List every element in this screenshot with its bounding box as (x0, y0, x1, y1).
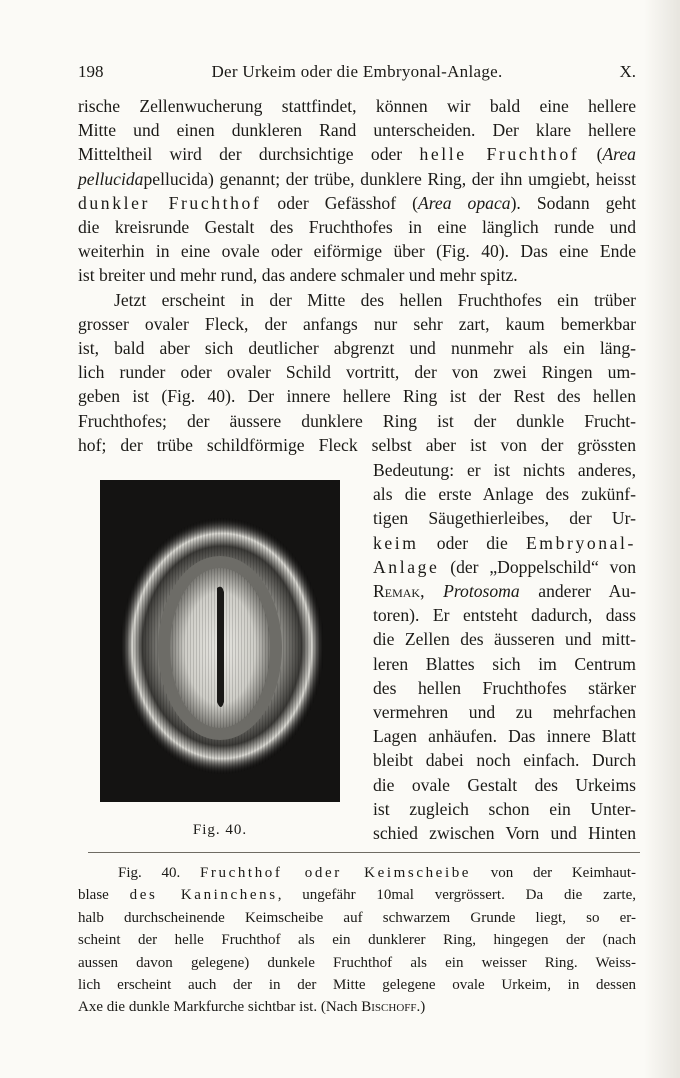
latin-term: Area (602, 144, 636, 165)
page-edge-shadow (644, 0, 680, 1078)
author-name: Remak (373, 581, 421, 602)
figure-caption (78, 862, 636, 1019)
text-line: toren). Er entsteht dadurch, dass (373, 605, 636, 626)
embryo-engraving (100, 480, 340, 802)
caption-divider (88, 852, 640, 853)
paragraph-2 (78, 288, 636, 457)
text-line: grosser ovaler Fleck, der anfangs nur sehr zart, kaum bemerkbar (78, 313, 636, 334)
text-line: rische Zellenwucherung stattfindet, können wir bald eine hellere (78, 96, 636, 116)
caption-line: lich erscheint auch der in der Mitte gelegene ovale Urkeim, in dessen (78, 977, 636, 994)
text-line: geben ist (Fig. 40). Der innere hellere Ring ist der Rest des hellen (78, 386, 636, 407)
text-line: Jetzt erscheint in der Mitte des hellen Fruchthofes ein trüber (114, 289, 636, 310)
text-line: Lagen anhäufen. Das innere Blatt (373, 726, 636, 747)
running-header (78, 62, 636, 84)
spaced-term: keim (373, 532, 419, 553)
spaced-term: dunkler Fruchthof (78, 192, 262, 213)
chapter-number: X. (619, 62, 636, 81)
side-column-text (373, 458, 636, 845)
text-line: des hellen Fruchthofes stärker (373, 677, 636, 698)
latin-term: pellucida (78, 168, 144, 189)
text-line: leren Blattes sich im Centrum (373, 653, 636, 674)
spaced-term: Fruchthof oder Keimscheibe (199, 865, 472, 881)
latin-term: Protosoma (443, 581, 520, 602)
caption-line: Axe die dunkle Markfurche sichtbar ist. (Nach Bischoff.) (78, 999, 426, 1016)
caption-line: Fig. 40. Fruchthof oder Keimscheibe von der Keimhaut- (118, 865, 636, 881)
author-name: Bischoff (361, 999, 417, 1016)
text-line: die kreisrunde Gestalt des Fruchthofes in eine länglich runde und (78, 217, 636, 238)
text-line: die ovale Gestalt des Urkeims (373, 774, 636, 795)
spaced-term: Anlage (373, 556, 440, 577)
text-line: hof; der trübe schildförmige Fleck selbst aber ist von der grössten (78, 434, 636, 455)
caption-line: blase des Kaninchens, ungefähr 10mal vergrössert. Da die zarte, (78, 887, 636, 904)
figure-label: Fig. 40. (192, 822, 248, 838)
paragraph-1 (78, 94, 636, 288)
spaced-term: des Kaninchens (129, 887, 278, 904)
text-line: schied zwischen Vorn und Hinten (373, 823, 636, 844)
text-line: keim oder die Embryonal- (373, 532, 636, 553)
text-line: Bedeutung: er ist nichts anderes, (373, 460, 636, 480)
caption-line: halb durchscheinende Keimscheibe auf schwarzem Grunde liegt, so er- (78, 909, 636, 926)
text-line: ist, bald aber sich deutlicher abgrenzt und nunmehr als ein läng- (78, 338, 636, 359)
text-line: dunkler Fruchthof oder Gefässhof (Area opaca). Sodann geht (78, 192, 636, 213)
text-line: lich runder oder ovaler Schild vortritt, der von zwei Ringen um- (78, 362, 636, 383)
text-line: Mitte und einen dunkleren Rand unterscheiden. Der klare hellere (78, 120, 636, 141)
text-line: tigen Säugethierleibes, der Ur- (373, 508, 636, 529)
figure-40-image (100, 480, 340, 802)
text-line: vermehren und zu mehrfachen (373, 702, 636, 723)
text-line: Mitteltheil wird der durchsichtige oder helle Fruchthof (Area (78, 144, 636, 165)
text-line: Remak, Protosoma anderer Au- (373, 581, 636, 602)
text-line: als die erste Anlage des zukünf- (373, 484, 636, 505)
latin-term: Area opaca (417, 192, 511, 213)
running-title: Der Urkeim oder die Embryonal-Anlage. (211, 62, 503, 81)
page-number: 198 (78, 62, 104, 81)
text-line: ist zugleich schon ein Unter- (373, 798, 636, 819)
text-line: Anlage (der „Doppelschild“ von (373, 556, 636, 577)
spaced-term: helle Fruchthof (419, 144, 580, 165)
text-line: ist breiter und mehr rund, das andere schmaler und mehr spitz. (78, 265, 518, 286)
figure-wrap-area (78, 458, 636, 844)
caption-line: scheint der helle Fruchthof als ein dunklerer Ring, hingegen der (nach (78, 932, 636, 949)
caption-line: aussen davon gelegene) dunkele Fruchthof als ein weisser Ring. Weiss- (78, 954, 636, 971)
text-line: die Zellen des äusseren und mitt- (373, 629, 636, 650)
text-line: weiterhin in eine ovale oder eiförmige über (Fig. 40). Das eine Ende (78, 241, 636, 262)
main-text (78, 94, 636, 457)
text-line: Fruchthofes; der äussere dunklere Ring ist der dunkle Frucht- (78, 410, 636, 431)
text-line: pellucidapellucida) genannt; der trübe, dunklere Ring, der ihn umgiebt, heisst (78, 168, 636, 189)
spaced-term: Embryonal- (525, 532, 636, 553)
text-line: bleibt dabei noch einfach. Durch (373, 750, 636, 771)
